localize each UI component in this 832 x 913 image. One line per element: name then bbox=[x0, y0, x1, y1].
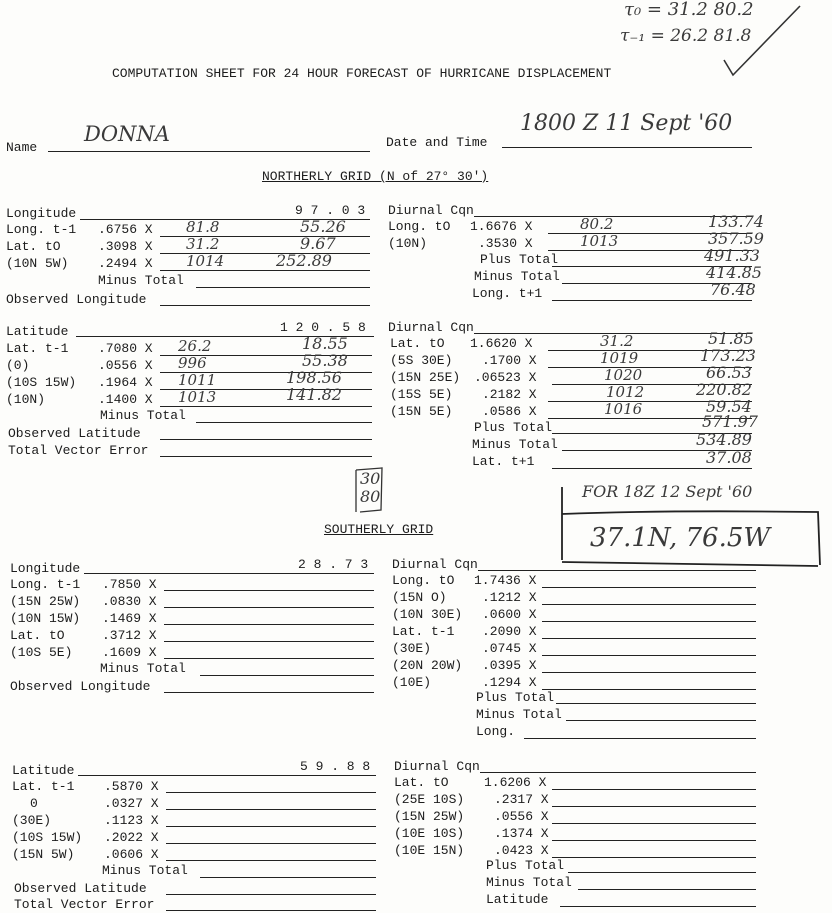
n-dlat-row-input[interactable]: 1016 bbox=[604, 400, 643, 418]
s-lat-row-label: 0 bbox=[30, 796, 38, 811]
s-dlat-row-coef: .0556 X bbox=[494, 809, 549, 824]
southerly-grid-title: SOUTHERLY GRID bbox=[324, 522, 434, 537]
s-dl-row-label: (15N O) bbox=[392, 590, 447, 605]
n-dlat-row-coef: .2182 X bbox=[482, 387, 537, 402]
n-dl-plus-total-label: Plus Total bbox=[480, 252, 559, 267]
s-lon-minus-total: Minus Total bbox=[100, 661, 186, 676]
n-dlat-plus-total-label: Plus Total bbox=[474, 420, 553, 435]
s-dl-row-coef: 1.7436 X bbox=[474, 573, 537, 588]
n-dl-row-label: Long. tO bbox=[388, 219, 451, 234]
n-lon-row-result[interactable]: 9.67 bbox=[300, 234, 336, 253]
s-lon-row-coef: .0830 X bbox=[102, 594, 157, 609]
s-dl-row-label: (30E) bbox=[392, 641, 432, 656]
s-longitude-heading: Longitude bbox=[10, 561, 81, 576]
n-dlat-row-coef: .1700 X bbox=[482, 353, 537, 368]
n-dlat-row-coef: .06523 X bbox=[474, 370, 537, 385]
corner-note-tau0: τ₀ = 31.2 80.2 bbox=[624, 0, 754, 20]
n-dlat-row-label: (15N 25E) bbox=[390, 370, 461, 385]
n-dlat-row-input[interactable]: 1019 bbox=[600, 349, 639, 367]
n-dlat-row-label: (15N 5E) bbox=[390, 404, 453, 419]
n-lat-row-coef: .7080 X bbox=[98, 341, 153, 356]
s-diurnal-lat-heading: Diurnal Cqn bbox=[394, 759, 480, 774]
s-lat-row-label: (15N 5W) bbox=[12, 847, 75, 862]
n-dlat-row-input[interactable]: 1020 bbox=[604, 366, 643, 384]
n-lat-row-label: (10S 15W) bbox=[6, 375, 77, 390]
n-lon-row-input[interactable]: 1014 bbox=[186, 252, 225, 270]
n-lat-row-input[interactable]: 1011 bbox=[178, 371, 217, 389]
s-lat-row-label: (30E) bbox=[12, 813, 52, 828]
n-dlat-final-label: Lat. t+1 bbox=[472, 454, 535, 469]
date-label: Date and Time bbox=[386, 135, 488, 150]
n-lon-row-coef: .2494 X bbox=[98, 256, 153, 271]
n-lat-row-coef: .1964 X bbox=[98, 375, 153, 390]
n-diurnal-long-heading: Diurnal Cqn bbox=[388, 203, 474, 218]
n-lat-row-result[interactable]: 55.38 bbox=[302, 351, 348, 370]
n-dl-row-label: (10N) bbox=[388, 236, 428, 251]
s-dlat-row-label: Lat. tO bbox=[394, 775, 449, 790]
date-line bbox=[502, 147, 752, 148]
s-lon-row-coef: .7850 X bbox=[102, 577, 157, 592]
n-lat-row-input[interactable]: 26.2 bbox=[178, 337, 212, 355]
n-lon-row-input[interactable]: 31.2 bbox=[186, 235, 220, 253]
n-dlat-row-result[interactable]: 220.82 bbox=[696, 380, 752, 399]
n-lon-row-label: Lat. tO bbox=[6, 239, 61, 254]
s-lon-row-coef: .3712 X bbox=[102, 628, 157, 643]
date-value[interactable]: 1800 Z 11 Sept '60 bbox=[520, 111, 733, 136]
n-lat-row-label: (0) bbox=[6, 358, 30, 373]
n-total-vector-error: Total Vector Error bbox=[8, 443, 149, 458]
n-latitude-constant: 1 2 0 . 5 8 bbox=[280, 320, 366, 335]
s-dlat-row-label: (10E 15N) bbox=[394, 843, 465, 858]
n-dl-row-input[interactable]: 80.2 bbox=[580, 215, 614, 233]
s-lat-row-coef: .1123 X bbox=[104, 813, 159, 828]
s-lat-row-label: Lat. t-1 bbox=[12, 779, 75, 794]
n-lon-row-coef: .3098 X bbox=[98, 239, 153, 254]
n-dl-final[interactable]: 76.48 bbox=[710, 280, 756, 299]
s-dlat-row-coef: .1374 X bbox=[494, 826, 549, 841]
n-dl-row-input[interactable]: 1013 bbox=[580, 232, 619, 250]
n-lon-row-result[interactable]: 55.26 bbox=[300, 217, 346, 236]
s-lat-row-label: (10S 15W) bbox=[12, 830, 83, 845]
s-total-vector-error: Total Vector Error bbox=[14, 897, 155, 912]
s-dlat-row-coef: .0423 X bbox=[494, 843, 549, 858]
s-diurnal-long-heading: Diurnal Cqn bbox=[392, 557, 478, 572]
n-lat-row-result[interactable]: 141.82 bbox=[286, 385, 342, 404]
n-dl-row-coef: 1.6676 X bbox=[470, 219, 533, 234]
s-observed-longitude: Observed Longitude bbox=[10, 679, 151, 694]
s-dl-row-coef: .1294 X bbox=[482, 675, 537, 690]
n-lat-minus-total: Minus Total bbox=[100, 408, 186, 423]
n-dlat-row-label: Lat. tO bbox=[390, 336, 445, 351]
n-latitude-heading: Latitude bbox=[6, 324, 69, 339]
page-title: COMPUTATION SHEET FOR 24 HOUR FORECAST OF HURRICANE DISPLACEMENT bbox=[112, 66, 612, 81]
s-lon-row-label: (10S 5E) bbox=[10, 645, 73, 660]
n-lat-row-coef: .0556 X bbox=[98, 358, 153, 373]
n-dlat-minus-total[interactable]: 534.89 bbox=[696, 430, 752, 449]
n-dl-final-label: Long. t+1 bbox=[472, 286, 543, 301]
n-lat-row-input[interactable]: 1013 bbox=[178, 388, 217, 406]
s-longitude-constant: 2 8 . 7 3 bbox=[298, 557, 369, 572]
n-dlat-row-label: (5S 30E) bbox=[390, 353, 453, 368]
n-lat-row-result[interactable]: 198.56 bbox=[286, 368, 342, 387]
n-dl-minus-total-label: Minus Total bbox=[474, 269, 560, 284]
n-dlat-row-label: (15S 5E) bbox=[390, 387, 453, 402]
s-dl-row-coef: .2090 X bbox=[482, 624, 537, 639]
s-dl-final: Long. bbox=[476, 724, 516, 739]
name-value[interactable]: DONNA bbox=[84, 122, 170, 146]
s-dl-row-coef: .0745 X bbox=[482, 641, 537, 656]
box-note-top: 30 bbox=[360, 469, 381, 488]
name-label: Name bbox=[6, 140, 38, 155]
n-lon-row-label: (10N 5W) bbox=[6, 256, 69, 271]
s-lon-row-coef: .1469 X bbox=[102, 611, 157, 626]
n-dl-row-result[interactable]: 357.59 bbox=[708, 229, 764, 248]
n-observed-longitude: Observed Longitude bbox=[6, 292, 147, 307]
n-lat-row-input[interactable]: 996 bbox=[178, 354, 207, 372]
n-dlat-minus-total-label: Minus Total bbox=[472, 437, 558, 452]
s-dl-row-label: Lat. t-1 bbox=[392, 624, 455, 639]
n-observed-latitude: Observed Latitude bbox=[8, 426, 141, 441]
n-dlat-row-coef: .0586 X bbox=[482, 404, 537, 419]
s-dl-plus-total: Plus Total bbox=[476, 690, 555, 705]
box-note-bottom: 80 bbox=[360, 487, 381, 506]
n-dl-minus-total[interactable]: 414.85 bbox=[706, 263, 762, 282]
n-lat-row-coef: .1400 X bbox=[98, 392, 153, 407]
n-longitude-constant: 9 7 . 0 3 bbox=[295, 203, 366, 218]
s-lat-row-coef: .5870 X bbox=[104, 779, 159, 794]
s-lat-row-coef: .2022 X bbox=[104, 830, 159, 845]
s-dlat-row-coef: .2317 X bbox=[494, 792, 549, 807]
n-dlat-row-result[interactable]: 66.53 bbox=[706, 363, 752, 382]
s-dl-row-label: (10E) bbox=[392, 675, 432, 690]
corner-note-tau-1: τ₋₁ = 26.2 81.8 bbox=[620, 26, 752, 46]
s-observed-latitude: Observed Latitude bbox=[14, 881, 147, 896]
n-dlat-row-input[interactable]: 31.2 bbox=[600, 332, 634, 350]
n-dlat-row-input[interactable]: 1012 bbox=[606, 383, 645, 401]
n-dlat-row-result[interactable]: 59.54 bbox=[706, 397, 752, 416]
s-lat-minus-total: Minus Total bbox=[102, 863, 188, 878]
s-dlat-row-label: (25E 10S) bbox=[394, 792, 465, 807]
n-lat-row-result[interactable]: 18.55 bbox=[302, 334, 348, 353]
s-dl-row-coef: .0600 X bbox=[482, 607, 537, 622]
s-lat-row-coef: .0606 X bbox=[104, 847, 159, 862]
s-latitude-heading: Latitude bbox=[12, 763, 75, 778]
n-dl-row-coef: .3530 X bbox=[478, 236, 533, 251]
n-dl-plus-total[interactable]: 491.33 bbox=[704, 246, 760, 265]
s-dl-row-coef: .1212 X bbox=[482, 590, 537, 605]
forecast-result[interactable]: 37.1N, 76.5W bbox=[590, 523, 771, 553]
n-lon-row-coef: .6756 X bbox=[98, 222, 153, 237]
n-dlat-row-result[interactable]: 173.23 bbox=[700, 346, 756, 365]
s-latitude-constant: 5 9 . 8 8 bbox=[300, 759, 371, 774]
forecast-heading: FOR 18Z 12 Sept '60 bbox=[582, 482, 753, 501]
s-dlat-minus-total: Minus Total bbox=[486, 875, 572, 890]
s-lon-row-label: (10N 15W) bbox=[10, 611, 81, 626]
s-dlat-row-label: (10E 10S) bbox=[394, 826, 465, 841]
n-dlat-plus-total[interactable]: 571.97 bbox=[702, 412, 758, 431]
name-line bbox=[48, 151, 370, 152]
s-lat-row-coef: .0327 X bbox=[104, 796, 159, 811]
n-lat-row-label: Lat. t-1 bbox=[6, 341, 69, 356]
northerly-grid-title: NORTHERLY GRID (N of 27° 30') bbox=[262, 169, 489, 184]
n-dl-row-result[interactable]: 133.74 bbox=[708, 212, 764, 231]
s-lon-row-label: (15N 25W) bbox=[10, 594, 81, 609]
n-dlat-row-coef: 1.6620 X bbox=[470, 336, 533, 351]
s-dlat-row-coef: 1.6206 X bbox=[484, 775, 547, 790]
s-lon-row-label: Lat. tO bbox=[10, 628, 65, 643]
s-dlat-final: Latitude bbox=[486, 892, 549, 907]
n-lon-row-label: Long. t-1 bbox=[6, 222, 77, 237]
n-lon-row-input[interactable]: 81.8 bbox=[186, 218, 220, 236]
n-diurnal-lat-heading: Diurnal Cqn bbox=[388, 320, 474, 335]
n-dlat-row-result[interactable]: 51.85 bbox=[708, 329, 754, 348]
n-dlat-final[interactable]: 37.08 bbox=[706, 448, 752, 467]
s-dl-row-coef: .0395 X bbox=[482, 658, 537, 673]
s-dlat-row-label: (15N 25W) bbox=[394, 809, 465, 824]
s-dl-row-label: Long. tO bbox=[392, 573, 455, 588]
s-dl-row-label: (10N 30E) bbox=[392, 607, 463, 622]
s-dl-row-label: (20N 20W) bbox=[392, 658, 463, 673]
n-lon-row-result[interactable]: 252.89 bbox=[276, 251, 332, 270]
n-lon-minus-total: Minus Total bbox=[98, 273, 184, 288]
s-dlat-plus-total: Plus Total bbox=[486, 858, 565, 873]
s-dl-minus-total: Minus Total bbox=[476, 707, 562, 722]
s-lon-row-coef: .1609 X bbox=[102, 645, 157, 660]
s-lon-row-label: Long. t-1 bbox=[10, 577, 81, 592]
n-lat-row-label: (10N) bbox=[6, 392, 46, 407]
n-longitude-heading: Longitude bbox=[6, 206, 77, 221]
